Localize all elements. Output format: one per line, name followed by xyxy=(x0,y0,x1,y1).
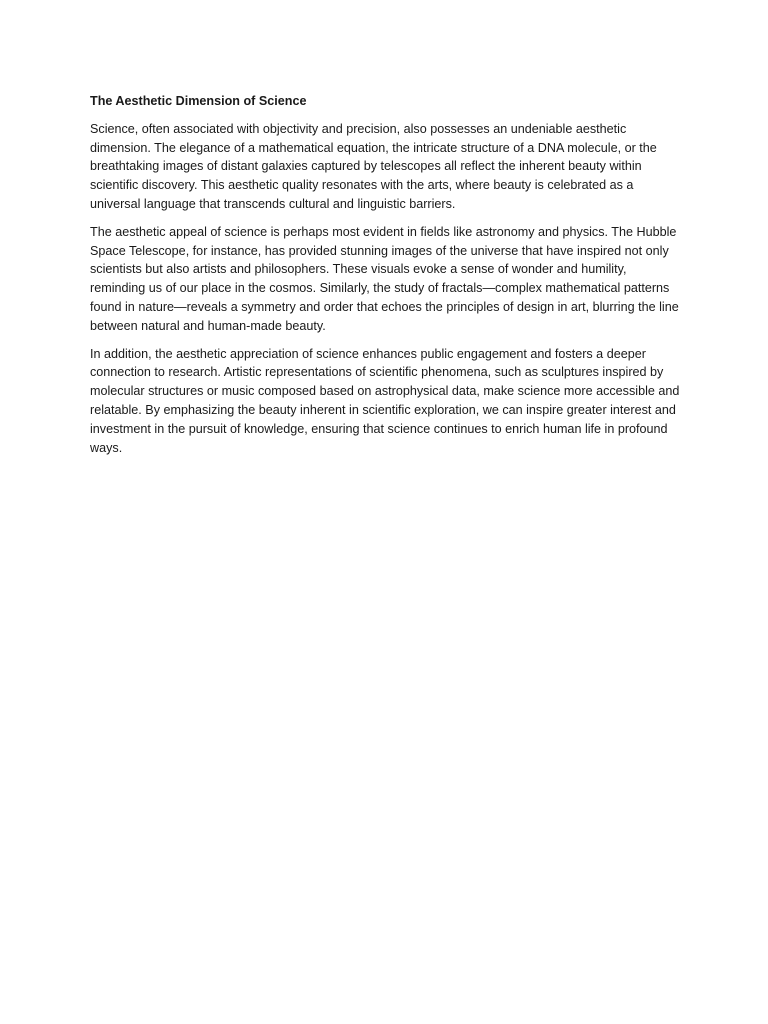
paragraph-3: In addition, the aesthetic appreciation of science enhances public engagement and fosters a deeper connection to research. Artistic representations of scientific phenomena, such as sculptures inspired by molecular structures or music composed based on astrophysical data, make science more accessible and relatable. By emphasizing the beauty inherent in scientific exploration, we can inspire greater interest and investment in the pursuit of knowledge, ensuring that science continues to enrich human life in profound ways. xyxy=(90,346,680,455)
document-title: The Aesthetic Dimension of Science xyxy=(90,94,307,108)
paragraph-2: The aesthetic appeal of science is perhaps most evident in fields like astronomy and physics. The Hubble Space Telescope, for instance, has provided stunning images of the universe that have inspired not only scientists but also artists and philosophers. These visuals evoke a sense of wonder and humility, reminding us of our place in the cosmos. Similarly, the study of fractals—complex mathematical patterns found in nature—reveals a symmetry and order that echoes the principles of design in art, blurring the line between natural and human-made beauty. xyxy=(90,224,679,333)
document-body xyxy=(90,92,680,466)
paragraph-1: Science, often associated with objectivity and precision, also possesses an undeniable aesthetic dimension. The elegance of a mathematical equation, the intricate structure of a DNA molecule, or the breathtaking images of distant galaxies captured by telescopes all reflect the inherent beauty within scientific discovery. This aesthetic quality resonates with the arts, where beauty is celebrated as a universal language that transcends cultural and linguistic barriers. xyxy=(90,121,657,211)
